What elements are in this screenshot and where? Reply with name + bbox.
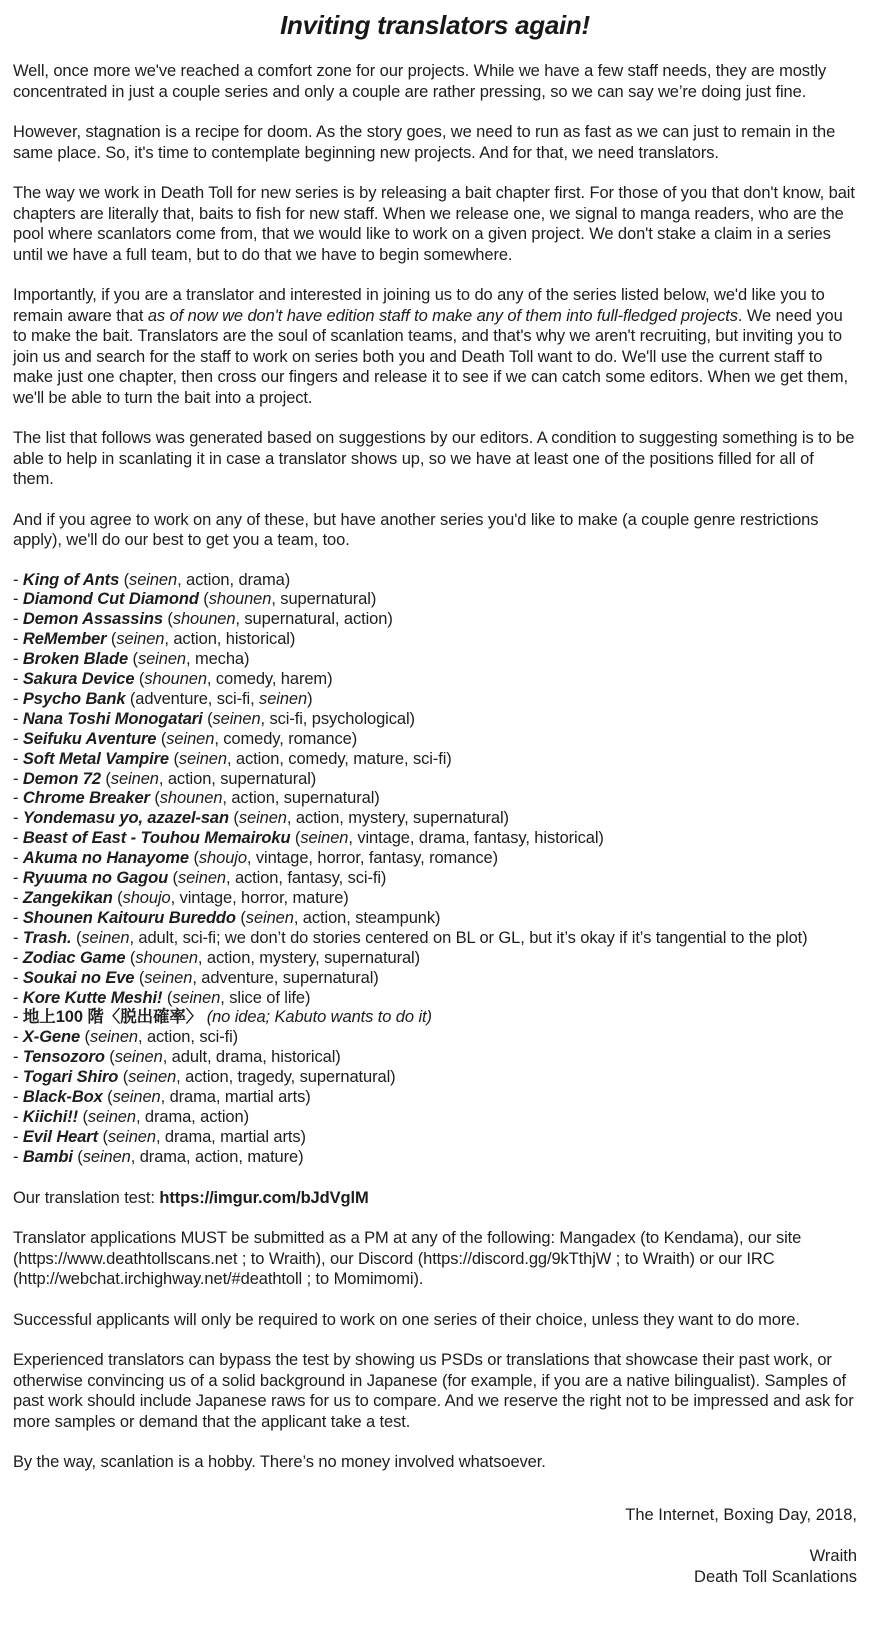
text-run: . We need you to make the bait. Translators are the soul of scanlation teams, and that's why we aren't recruiting, but inviting you to join us and search for the staff to work on series both you and Death Toll want to do. We'll use the current staff to make just one chapter, then cross our fingers and release it to see if we can catch some editors. When we get them, we'll be able to turn the bait into a project.	[13, 306, 849, 407]
series-list	[13, 571, 857, 1168]
emphasized-text: seinen	[300, 829, 349, 848]
paragraph	[13, 1452, 857, 1473]
series-title: Nana Toshi Monogatari	[22, 709, 203, 728]
series-genres: -	[13, 709, 23, 728]
series-list-item	[13, 889, 857, 909]
series-genres: , action, sci-fi)	[137, 1028, 239, 1047]
series-title: Seifuku Aventure	[22, 729, 157, 748]
series-genres: , vintage, drama, fantasy, historical)	[348, 829, 604, 848]
signature-org: Death Toll Scanlations	[694, 1567, 857, 1586]
emphasized-text: seinen	[212, 709, 261, 728]
emphasized-text: seinen	[107, 1127, 156, 1146]
series-genres: -	[13, 829, 23, 848]
series-genres: , sci-fi, psychological)	[260, 709, 415, 728]
series-title: Evil Heart	[22, 1127, 99, 1146]
series-genres: , supernatural)	[271, 590, 377, 609]
series-list-item	[13, 989, 857, 1009]
series-genres: (	[112, 889, 123, 907]
emphasized-text: seinen	[81, 928, 130, 947]
series-title: Yondemasu yo, azazel-san	[22, 809, 229, 828]
series-title: King of Ants	[22, 570, 120, 589]
series-title: Tensozoro	[22, 1048, 105, 1067]
series-genres: -	[13, 968, 23, 987]
emphasized-text: shounen	[144, 670, 207, 689]
series-list-item	[13, 1108, 857, 1128]
series-genres: -	[13, 689, 23, 708]
series-genres: -	[13, 988, 23, 1007]
series-genres: , action, drama)	[177, 570, 291, 589]
series-genres: , action, mystery, supernatural)	[286, 809, 509, 828]
page-title: Inviting translators again!	[280, 10, 590, 40]
emphasized-text: seinen	[89, 1028, 138, 1047]
text-run: By the way, scanlation is a hobby. There’s no money involved whatsoever.	[13, 1453, 546, 1472]
series-genres: -	[13, 570, 23, 589]
series-genres: (	[235, 908, 246, 927]
text-run: Experienced translators can bypass the test by showing us PSDs or translations that showcase their past work, or otherwise convincing us of a solid background in Japanese (for example, if you are a native bilingualist). Samples of past work should include Japanese raws for us to compare. And we reserve the right not to be impressed and ask for more samples or demand that the applicant take a test.	[13, 1351, 854, 1431]
emphasized-text: seinen	[129, 570, 178, 589]
series-list-item	[13, 590, 857, 610]
text-run: However, stagnation is a recipe for doom. As the story goes, we need to run as fast as we can just to remain in the same place. So, it's time to contemplate beginning new projects. And for that, we need translators.	[13, 123, 836, 162]
series-genres: , drama, martial arts)	[155, 1127, 306, 1146]
series-genres: -	[13, 789, 23, 808]
series-genres: (	[80, 1028, 90, 1047]
series-title: Soukai no Eve	[22, 968, 135, 987]
series-title: Trash.	[22, 928, 72, 947]
series-genres: (	[198, 590, 209, 609]
series-title: Togari Shiro	[22, 1068, 119, 1087]
series-genres: (	[189, 849, 199, 868]
series-title: Zangekikan	[22, 889, 113, 907]
series-genres: -	[13, 650, 23, 669]
series-title: Shounen Kaitouru Bureddo	[22, 908, 236, 927]
series-genres: -	[13, 1068, 23, 1087]
series-list-item	[13, 1128, 857, 1148]
series-genres: (	[71, 928, 82, 947]
emphasized-text: seinen	[112, 1088, 161, 1107]
series-list-item	[13, 969, 857, 989]
series-title: Soft Metal Vampire	[22, 749, 170, 768]
text-run: Successful applicants will only be required to work on one series of their choice, unless they want to do more.	[13, 1310, 800, 1329]
paragraph	[13, 1188, 857, 1209]
series-genres: , drama, martial arts)	[160, 1088, 311, 1107]
series-list-item	[13, 929, 857, 949]
series-genres: , action, fantasy, sci-fi)	[225, 869, 387, 888]
series-list-item	[13, 789, 857, 809]
emphasized-text: seinen	[245, 908, 294, 927]
series-title: Diamond Cut Diamond	[22, 590, 199, 609]
series-list-item	[13, 670, 857, 690]
series-genres: , action, supernatural)	[158, 769, 317, 788]
emphasized-text: seinen	[87, 1107, 136, 1126]
text-run: Translator applications MUST be submitted as a PM at any of the following: Mangadex (to Kendama), our site (https://www.deathtollscans.net ; to Wraith), our Discord (https://discord.gg/9kTthjW ; to Wraith) or our IRC (http://webchat.irchighway.net/#deathtoll ; to Momimomi).	[13, 1229, 802, 1289]
series-genres: -	[13, 1008, 23, 1027]
emphasized-text: seinen	[82, 1147, 131, 1166]
series-list-item	[13, 650, 857, 670]
series-genres: (	[149, 789, 160, 808]
text-run: The list that follows was generated based on suggestions by our editors. A condition to suggesting something is to be able to help in scanlating it in case a translator shows up, so we have at least one of the positions filled for all of them.	[13, 429, 855, 488]
series-list-item	[13, 770, 857, 790]
series-title: Bambi	[22, 1147, 73, 1166]
emphasized-text: seinen	[178, 749, 227, 768]
emphasized-text: seinen	[114, 1048, 163, 1067]
emphasized-text: shounen	[172, 610, 236, 629]
series-genres: , vintage, horror, mature)	[170, 889, 349, 907]
series-genres: (	[134, 670, 145, 689]
series-genres: -	[13, 1028, 23, 1047]
series-genres: , drama, action)	[135, 1107, 249, 1126]
paragraph	[13, 285, 857, 408]
series-genres: , adult, drama, historical)	[162, 1048, 341, 1067]
series-genres: -	[13, 889, 23, 907]
emphasized-text: seinen	[144, 968, 193, 987]
emphasized-text: as of now we don't have edition staff to make any of them into full-fledged projects	[147, 306, 738, 325]
series-genres: -	[13, 1127, 23, 1146]
series-genres: -	[13, 1107, 23, 1126]
series-genres: , action, steampunk)	[293, 908, 441, 927]
series-genres: -	[13, 590, 23, 609]
series-list-item	[13, 869, 857, 889]
paragraph	[13, 1228, 857, 1290]
series-list-item	[13, 1088, 857, 1108]
series-list-item	[13, 690, 857, 710]
series-genres: (	[119, 570, 130, 589]
series-genres: (adventure, sci-fi,	[125, 689, 260, 708]
series-title: Broken Blade	[22, 650, 129, 669]
series-genres: , action, comedy, mature, sci-fi)	[226, 749, 452, 768]
series-list-item	[13, 1048, 857, 1068]
series-title: Zodiac Game	[22, 948, 126, 967]
series-genres: (	[162, 610, 173, 629]
paragraph	[13, 61, 857, 102]
series-genres: (	[134, 968, 145, 987]
emphasized-text: seinen	[116, 630, 165, 649]
series-list-item	[13, 571, 857, 591]
series-title: Chrome Breaker	[22, 789, 150, 808]
series-list-item	[13, 710, 857, 730]
series-genres: , slice of life)	[220, 988, 311, 1007]
series-title: Kiichi!!	[22, 1107, 79, 1126]
emphasized-text: shounen	[135, 948, 198, 967]
series-list-item	[13, 730, 857, 750]
series-genres: -	[13, 869, 23, 888]
series-genres: , adult, sci-fi; we don’t do stories centered on BL or GL, but it’s okay if it’s tangential to the plot)	[129, 928, 808, 947]
series-genres: (	[202, 709, 213, 728]
series-title: Psycho Bank	[22, 689, 126, 708]
series-genres: -	[13, 849, 23, 868]
signature-block	[13, 1505, 857, 1588]
series-genres: (	[100, 769, 111, 788]
series-genres: , comedy, harem)	[206, 670, 333, 689]
series-title: Akuma no Hanayome	[22, 849, 189, 868]
series-genres: (	[228, 809, 239, 828]
series-title: Ryuuma no Gagou	[22, 869, 169, 888]
series-list-item	[13, 610, 857, 630]
paragraph	[13, 183, 857, 265]
series-list-item	[13, 909, 857, 929]
translation-test-url: https://imgur.com/bJdVglM	[159, 1188, 369, 1207]
series-genres: , drama, action, mature)	[130, 1147, 304, 1166]
series-genres: (	[72, 1147, 83, 1166]
paragraph	[13, 122, 857, 163]
series-genres: , action, historical)	[164, 630, 296, 649]
series-genres: (	[102, 1088, 113, 1107]
emphasized-text: shoujo	[122, 889, 171, 907]
series-genres: (	[104, 1048, 115, 1067]
paragraph	[13, 1350, 857, 1432]
series-genres: (	[290, 829, 301, 848]
emphasized-text: seinen	[177, 869, 226, 888]
series-list-item	[13, 630, 857, 650]
series-title: 地上100 階〈脱出確率〉	[22, 1008, 203, 1027]
series-list-item	[13, 809, 857, 829]
series-genres: (	[106, 630, 117, 649]
series-list-item	[13, 829, 857, 849]
series-genres: -	[13, 749, 23, 768]
announcement-body	[13, 61, 857, 1473]
series-genres: (	[128, 650, 138, 669]
series-list-item	[13, 750, 857, 770]
text-run: The way we work in Death Toll for new series is by releasing a bait chapter first. For those of you that don't know, bait chapters are literally that, baits to fish for new staff. When we release one, we signal to manga readers, who are the pool where scanlators come from, that we would like to work on a given project. We don't stake a claim in a series until we have a full team, but to do that we have to begin somewhere.	[13, 184, 855, 264]
paragraph	[13, 510, 857, 551]
series-genres: , action, tragedy, supernatural)	[176, 1068, 396, 1087]
emphasized-text: shounen	[208, 590, 272, 609]
emphasized-text: shoujo	[198, 849, 247, 868]
series-genres: -	[13, 729, 23, 748]
emphasized-text: seinen	[128, 1068, 177, 1087]
series-genres: , action, mystery, supernatural)	[197, 948, 421, 967]
series-genres: -	[13, 630, 23, 649]
series-genres: , supernatural, action)	[235, 610, 393, 629]
paragraph	[13, 1310, 857, 1331]
series-genres: (	[162, 988, 173, 1007]
series-title: X-Gene	[22, 1028, 81, 1047]
series-genres: , vintage, horror, fantasy, romance)	[246, 849, 498, 868]
emphasized-text: seinen	[166, 729, 215, 748]
series-title: Sakura Device	[22, 670, 135, 689]
series-genres: (	[98, 1127, 108, 1146]
series-genres: -	[13, 769, 23, 788]
series-genres: , adventure, supernatural)	[192, 968, 379, 987]
series-genres: , action, supernatural)	[222, 789, 380, 808]
series-genres: -	[13, 908, 23, 927]
series-genres: )	[307, 689, 313, 708]
emphasized-text: seinen	[137, 650, 186, 669]
text-run: And if you agree to work on any of these, but have another series you'd like to make (a couple genre restrictions apply), we'll do our best to get you a team, too.	[13, 510, 819, 549]
emphasized-text: seinen	[238, 809, 287, 828]
emphasized-text: seinen	[110, 769, 159, 788]
signature-name: Wraith	[809, 1547, 857, 1566]
series-list-item	[13, 1008, 857, 1028]
series-genres: , comedy, romance)	[214, 729, 358, 748]
series-genres: (	[156, 729, 167, 748]
series-title: Demon Assassins	[22, 610, 163, 629]
series-genres: (	[168, 869, 178, 888]
series-genres: (	[125, 948, 136, 967]
series-list-item	[13, 1028, 857, 1048]
series-genres: (	[78, 1107, 88, 1126]
series-genres: , mecha)	[185, 650, 250, 669]
emphasized-text: seinen	[259, 689, 308, 708]
series-list-item	[13, 1148, 857, 1168]
series-title: ReMember	[22, 630, 107, 649]
emphasized-text: seinen	[172, 988, 221, 1007]
series-title: Kore Kutte Meshi!	[22, 988, 163, 1007]
series-genres: -	[13, 670, 23, 689]
emphasized-text: shounen	[159, 789, 223, 808]
series-genres: (	[118, 1068, 129, 1087]
series-list-item	[13, 1068, 857, 1088]
emphasized-text: (no idea; Kabuto wants to do it)	[206, 1008, 432, 1027]
series-title: Demon 72	[22, 769, 101, 788]
series-genres: -	[13, 948, 23, 967]
series-list-item	[13, 949, 857, 969]
text-run: Well, once more we've reached a comfort zone for our projects. While we have a few staff needs, they are mostly concentrated in just a couple series and only a couple are rather pressing, so we can say we’re doing just fine.	[13, 62, 827, 101]
paragraph	[13, 428, 857, 490]
signature-date: The Internet, Boxing Day, 2018,	[625, 1505, 857, 1524]
series-list-item	[13, 849, 857, 869]
series-genres: -	[13, 1048, 23, 1067]
series-genres: -	[13, 928, 23, 947]
series-genres: -	[13, 809, 23, 828]
series-title: Black-Box	[22, 1088, 103, 1107]
series-genres: -	[13, 1147, 23, 1166]
series-genres: (	[169, 749, 179, 768]
series-genres: -	[13, 1088, 23, 1107]
series-title: Beast of East - Touhou Memairoku	[22, 829, 291, 848]
text-run: Importantly, if you are a translator and interested in joining us to do any of the series listed below, we'd like you to remain aware that	[13, 286, 825, 325]
series-genres: -	[13, 610, 23, 629]
text-run: Our translation test:	[13, 1188, 160, 1207]
